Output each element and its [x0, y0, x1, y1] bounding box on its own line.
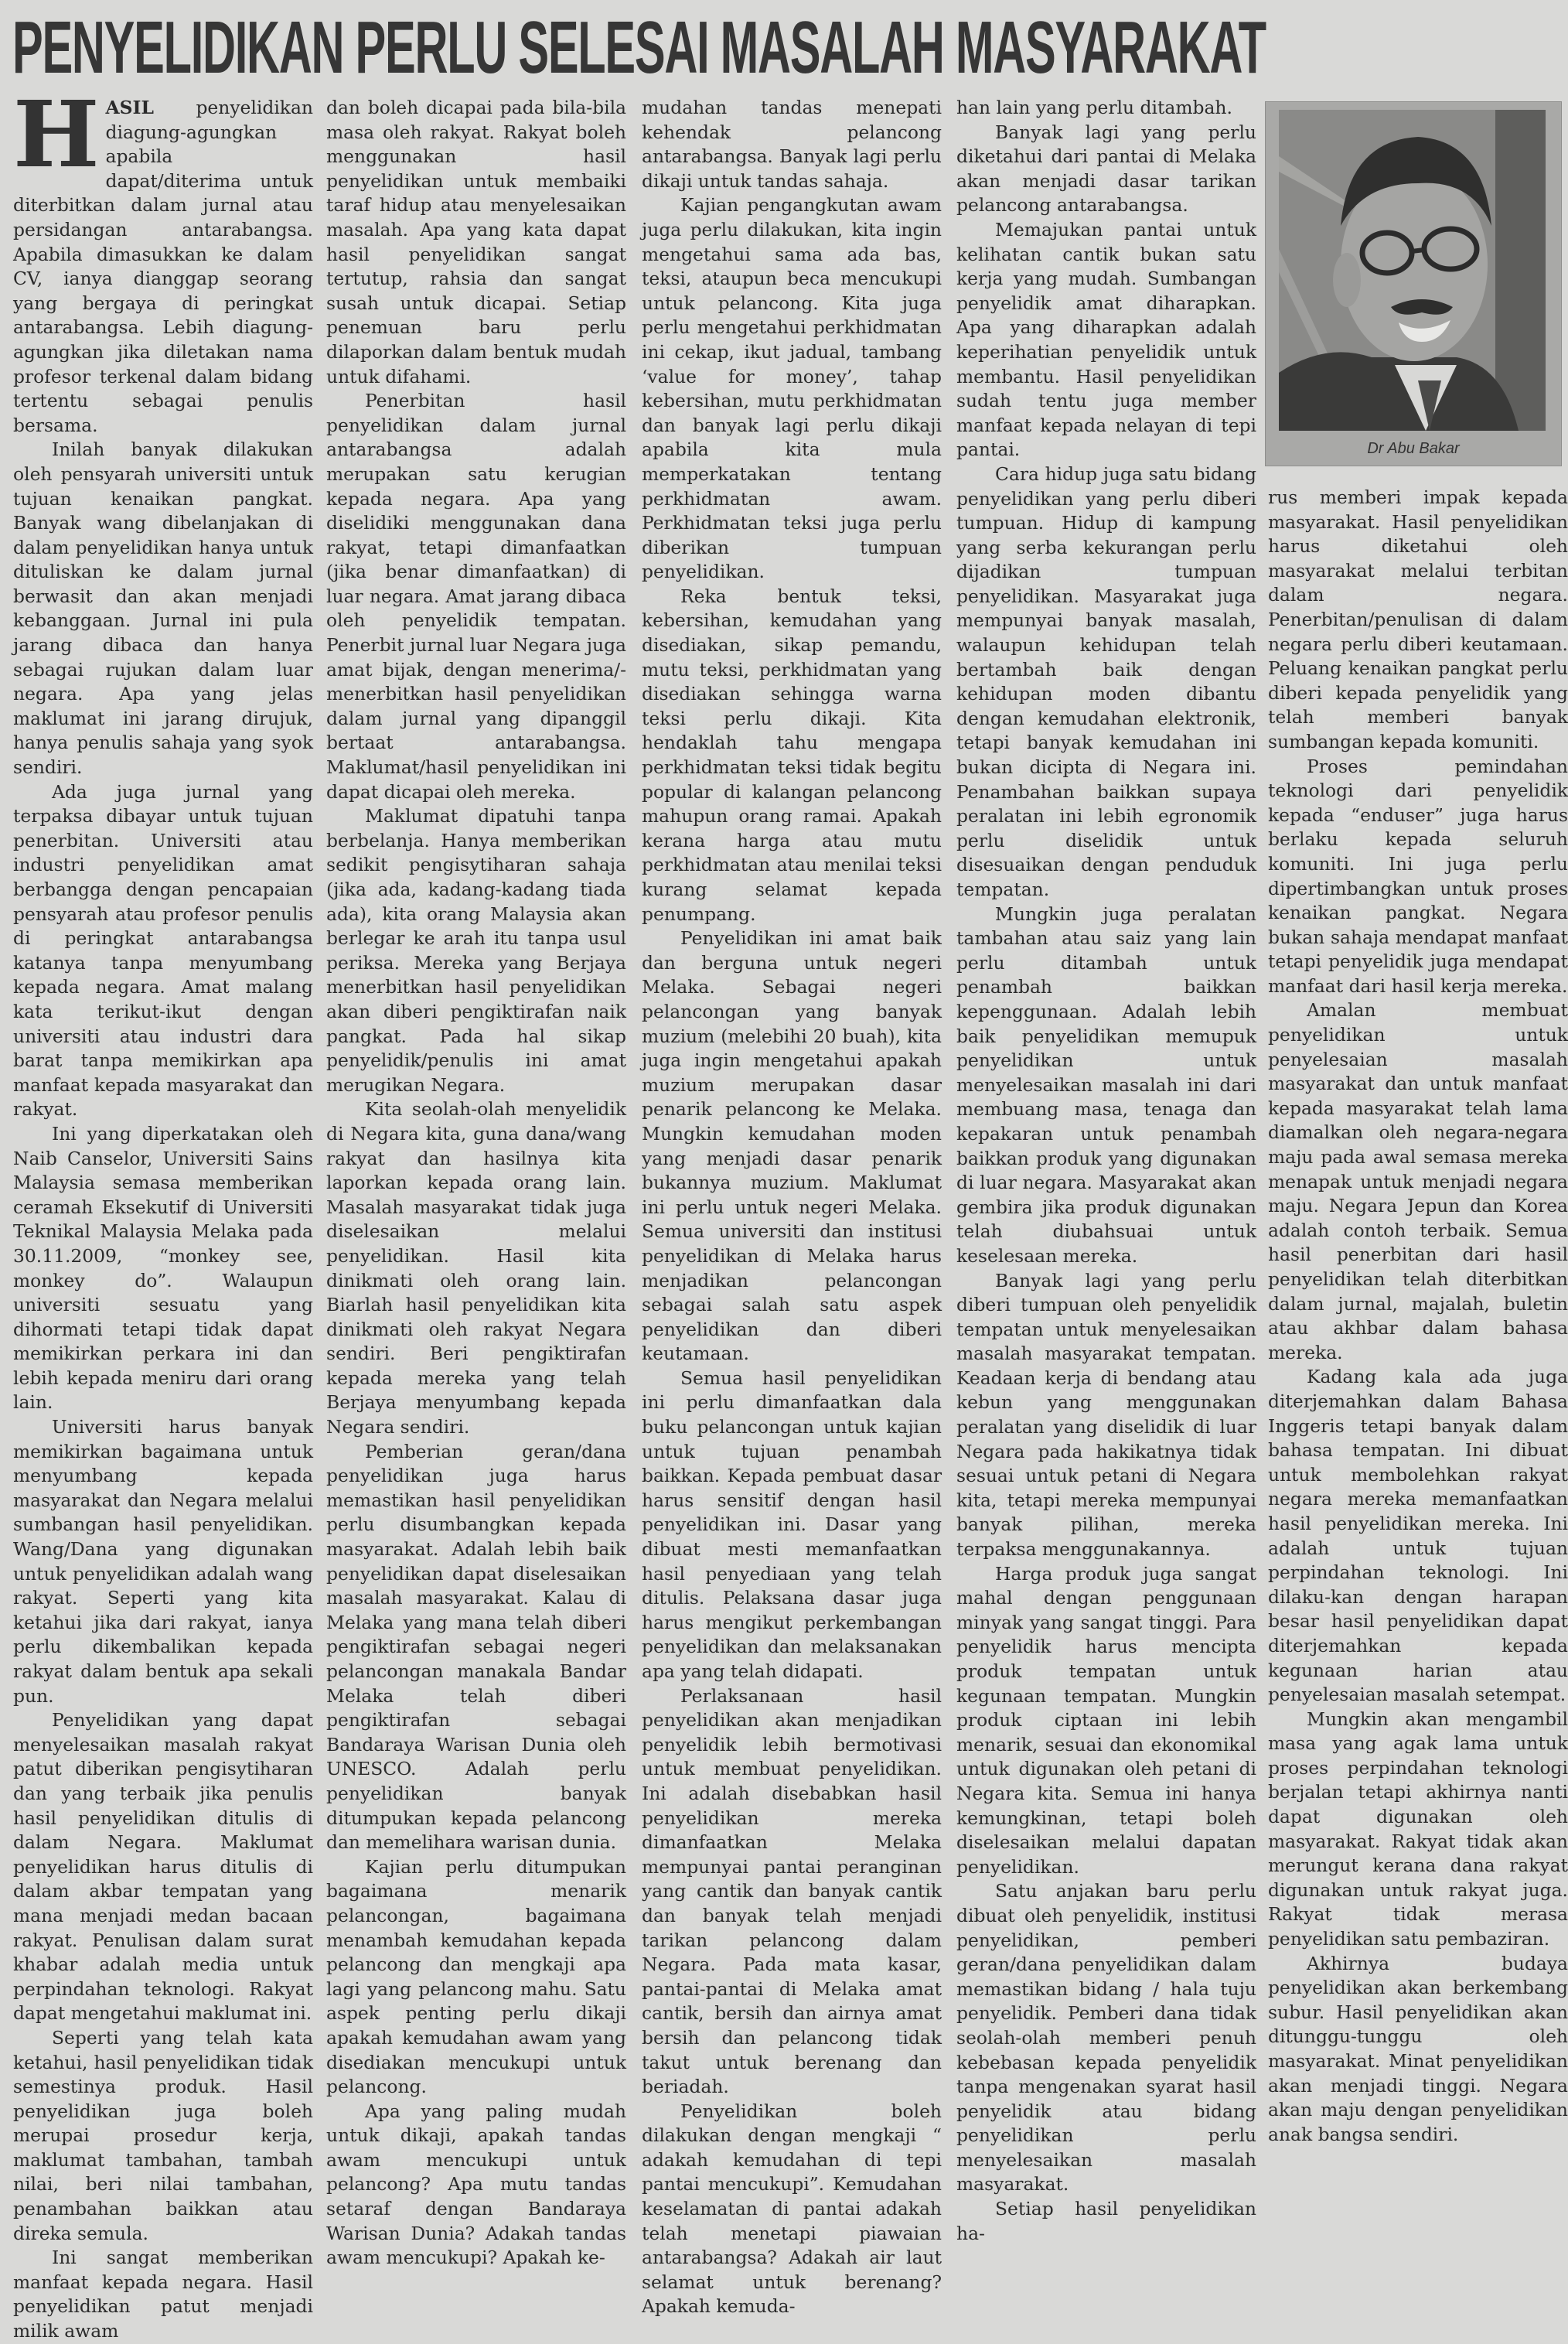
paragraph: Kita seolah-olah menyelidik di Negara kita, guna dana/wang rakyat dan hasilnya kita laporkan kepada orang lain. Masalah masyarakat tidak juga diselesaikan melalui penyelidikan. Hasil kita dinikmati oleh orang lain. Biarlah hasil penyelidikan kita dinikmati oleh rakyat Negara sendiri. Beri pengiktirafan kepada mereka yang telah Berjaya menyumbang kepada Negara sendiri.: [326, 1098, 626, 1438]
paragraph: Universiti harus banyak memikirkan bagaimana untuk menyumbang kepada masyarakat dan Negara melalui sumbangan hasil penyelidikan. Wang/Dana yang digunakan untuk penyelidikan adalah wang rakyat. Seperti yang kita ketahui jika dari rakyat, ianya perlu dikembalikan kepada rakyat dalam bentuk apa sekali pun.: [13, 1416, 313, 1707]
paragraph: Banyak lagi yang perlu diketahui dari pantai di Melaka akan menjadi dasar tarikan pelancong antarabangsa.: [956, 121, 1256, 217]
paragraph: Inilah banyak dilakukan oleh pensyarah universiti untuk tujuan kenaikan pangkat. Banyak wang dibelanjakan di dalam penyelidikan hanya untuk dituliskan ke dalam jurnal berwasit dan akan menjadi kebanggaan. Jurnal ini pula jarang dibaca dan hanya sebagai rujukan dalam luar negara. Apa yang jelas maklumat ini jarang dirujuk, hanya penulis sahaja yang syok sendiri.: [13, 438, 313, 779]
paragraph: Kajian perlu ditumpukan bagaimana menarik pelancongan, bagaimana menambah kemudahan kepada pelancong dan mengkaji apa lagi yang pelancong mahu. Satu aspek penting perlu dikaji apakah kemudahan awam yang disediakan mencukupi untuk pelancong.: [326, 1855, 626, 2098]
paragraph: mudahan tandas menepati kehendak pelancong antarabangsa. Banyak lagi perlu dikaji untuk tandas sahaja.: [642, 97, 942, 192]
paragraph: Kajian pengangkutan awam juga perlu dilakukan, kita ingin mengetahui sama ada bas, teksi, ataupun beca mencukupi untuk pelancong. Kita juga perlu mengetahui perkhidmatan ini cekap, ikut jadual, tambang ‘value for money’, tahap kebersihan, mutu perkhidmatan dan banyak lagi perlu dikaji apabila kita mula memperkatakan tentang perkhidmatan awam. Perkhidmatan teksi juga perlu diberikan tumpuan penyelidikan.: [642, 194, 942, 583]
paragraph: rus memberi impak kepada masyarakat. Hasil penyelidikan harus diketahui oleh masyarakat melalui terbitan dalam negara. Penerbitan/penulisan di dalam negara perlu diberi keutamaan. Peluang kenaikan pangkat perlu diberi kepada penyelidik yang telah memberi banyak sumbangan kepada komuniti.: [1268, 486, 1568, 752]
article-column-3: [642, 96, 942, 2319]
person-portrait-icon: [1279, 110, 1546, 431]
portrait-photo: [1279, 110, 1546, 431]
paragraph: Ada juga jurnal yang terpaksa dibayar untuk tujuan penerbitan. Universiti atau industri penyelidikan amat berbangga dengan pencapaian pensyarah atau profesor penulis di peringkat antarabangsa katanya tanpa menyumbang kepada negara. Amat malang kata terikut-ikut dengan universiti atau industri dara barat tanpa memikirkan apa manfaat kepada masyarakat dan rakyat.: [13, 780, 313, 1121]
paragraph: Amalan membuat penyelidikan untuk penyelesaian masalah masyarakat dan untuk manfaat kepada masyarakat telah lama diamalkan oleh negara-negara maju pada awal semasa mereka menapak untuk menjadi negara maju. Negara Jepun dan Korea adalah contoh terbaik. Semua hasil penerbitan dari hasil penyelidikan telah diterbitkan dalam jurnal, majalah, buletin atau akhbar dalam bahasa mereka.: [1268, 999, 1568, 1363]
article-headline: PENYELIDIKAN PERLU SELESAI MASALAH MASYARAKAT: [12, 6, 1266, 89]
paragraph: Apa yang paling mudah untuk dikaji, apakah tandas awam mencukupi untuk pelancong? Apa mutu tandas setaraf dengan Bandaraya Warisan Dunia? Adakah tandas awam mencukupi? Apakah ke-: [326, 2100, 626, 2269]
paragraph: Satu anjakan baru perlu dibuat oleh penyelidik, institusi penyelidikan, pemberi geran/dana penyelidikan dalam memastikan bidang / hala tuju penyelidik. Pemberi dana tidak seolah-olah memberi penuh kebebasan kepada penyelidik tanpa mengenakan syarat hasil penyelidik atau bidang penyelidikan perlu menyelesaikan masalah masyarakat.: [956, 1880, 1256, 2196]
article-column-4: [956, 96, 1256, 2246]
article-column-2: [326, 96, 626, 2271]
paragraph: Akhirnya budaya penyelidikan akan berkembang subur. Hasil penyelidikan akan ditunggu-tunggu oleh masyarakat. Minat penyelidikan akan menjadi tinggi. Negara akan maju dengan penyelidikan anak bangsa sendiri.: [1268, 1952, 1568, 2145]
paragraph: han lain yang perlu ditambah.: [956, 97, 1232, 118]
paragraph: Seperti yang telah kata ketahui, hasil penyelidikan tidak semestinya produk. Hasil penyelidikan juga boleh merupai prosedur kerja, maklumat tambahan, tambah nilai, beri nilai tambahan, penambahan baikkan atau direka semula.: [13, 2026, 313, 2244]
photo-caption: Dr Abu Bakar: [1367, 440, 1460, 457]
lead-paragraph: [13, 80, 313, 438]
paragraph: Maklumat dipatuhi tanpa berbelanja. Hanya memberikan sedikit pengisytiharan sahaja (jika ada, kadang-kadang tiada ada), kita orang Malaysia akan berlegar ke arah itu tanpa usul periksa. Mereka yang Berjaya menerbitkan hasil penyelidikan akan diberi pengiktirafan naik pangkat. Pada hal sikap penyelidik/penulis ini amat merugikan Negara.: [326, 805, 626, 1096]
paragraph: Perlaksanaan hasil penyelidikan akan menjadikan penyelidik lebih bermotivasi untuk membuat penyelidikan. Ini adalah disebabkan hasil penyelidikan mereka dimanfaatkan Melaka mempunyai pantai peranginan yang cantik dan banyak cantik dan banyak telah menjadi tarikan pelancong dalam Negara. Pada mata kasar, pantai-pantai di Melaka amat cantik, bersih dan airnya amat bersih dan pelancong tidak takut untuk berenang dan beriadah.: [642, 1684, 942, 2098]
paragraph: Ini sangat memberikan manfaat kepada negara. Hasil penyelidikan patut menjadi milik awam: [13, 2247, 313, 2342]
paragraph: Mungkin akan mengambil masa yang agak lama untuk proses perpindahan teknologi berjalan tetapi akhirnya nanti dapat digunakan oleh masyarakat. Rakyat tidak akan merungut kerana dana rakyat digunakan untuk rakyat juga. Rakyat tidak merasa penyelidikan satu pembaziran.: [1268, 1708, 1568, 1950]
paragraph: Kadang kala ada juga diterjemahkan dalam Bahasa Inggeris tetapi banyak dalam bahasa tempatan. Ini dibuat untuk membolehkan rakyat negara mereka memanfaatkan hasil penyelidikan mereka. Ini adalah untuk tujuan perpindahan teknologi. Ini dilaku-kan dengan harapan besar hasil penyelidikan dapat diterjemahkan kepada kegunaan harian atau penyelesaian masalah setempat.: [1268, 1366, 1568, 1706]
paragraph: Proses pemindahan teknologi dari penyelidik kepada “enduser” juga harus berlaku kepada seluruh komuniti. Ini juga perlu dipertimbangkan untuk proses kenaikan pangkat. Negara bukan sahaja mendapat manfaat tetapi penyelidik juga mendapat manfaat dari hasil kerja mereka.: [1268, 755, 1568, 997]
paragraph: dan boleh dicapai pada bila-bila masa oleh rakyat. Rakyat boleh menggunakan hasil penyelidikan untuk membaiki taraf hidup atau menyelesaikan masalah. Apa yang kata dapat hasil penyelidikan sangat tertutup, rahsia dan sangat susah untuk dicapai. Setiap penemuan baru perlu dilaporkan dalam bentuk mudah untuk difahami.: [326, 97, 626, 387]
paragraph: Setiap hasil penyelidikan ha-: [956, 2198, 1256, 2244]
paragraph: Memajukan pantai untuk kelihatan cantik bukan satu kerja yang mudah. Sumbangan penyelidik amat diharapkan. Apa yang diharapkan adalah keperihatian penyelidik untuk membantu. Hasil penyelidikan sudah tentu juga member manfaat kepada nelayan di tepi pantai.: [956, 218, 1256, 461]
drop-cap: H: [13, 80, 100, 188]
photo-figure: [1265, 101, 1562, 466]
lead-text: penyelidikan diagung-agungkan apabila dapat/diterima untuk diterbitkan dalam jurnal atau persidangan antarabangsa. Apabila dimasukkan ke dalam CV, ianya dianggap seorang yang bergaya di peringkat antarabangsa. Lebih diagung-agungkan jika diletakan nama profesor terkenal dalam bidang tertentu sebagai penulis bersama.: [13, 97, 313, 436]
article-column-5: [1268, 486, 1568, 2147]
paragraph: Cara hidup juga satu bidang penyelidikan yang perlu diberi tumpuan. Hidup di kampung yang serba kekurangan perlu dijadikan tumpuan penyelidikan. Masyarakat juga mempunyai banyak masalah, walaupun kehidupan telah bertambah baik dengan kehidupan moden dibantu dengan kemudahan elektronik, tetapi banyak kemudahan ini bukan dicipta di Negara ini. Penambahan baikkan supaya peralatan ini lebih egronomik perlu diselidik untuk disesuaikan dengan penduduk tempatan.: [956, 462, 1256, 900]
paragraph: Penyelidikan yang dapat menyelesaikan masalah rakyat patut diberikan pengisytiharan dan yang terbaik jika penulis hasil penyelidikan ditulis di dalam Negara. Maklumat penyelidikan harus ditulis di dalam akbar tempatan yang mana menjadi medan bacaan rakyat. Penulisan dalam surat khabar adalah media untuk perpindahan teknologi. Rakyat dapat mengetahui maklumat ini.: [13, 1709, 313, 2025]
paragraph: Harga produk juga sangat mahal dengan penggunaan minyak yang sangat tinggi. Para penyelidik harus mencipta produk tempatan untuk kegunaan tempatan. Mungkin produk ciptaan ini lebih menarik, sesuai dan ekonomikal untuk digunakan oleh petani di Negara kita. Semua ini hanya kemungkinan, tetapi boleh diselesaikan melalui dapatan penyelidikan.: [956, 1562, 1256, 1878]
paragraph: Penyelidikan boleh dilakukan dengan mengkaji “ adakah kemudahan di tepi pantai mencukupi”. Kemudahan keselamatan di pantai adakah telah menetapi piawaian antarabangsa? Adakah air laut selamat untuk berenang? Apakah kemuda-: [642, 2100, 942, 2318]
paragraph: Penyelidikan ini amat baik dan berguna untuk negeri Melaka. Sebagai negeri pelancongan yang banyak muzium (melebihi 20 buah), kita juga ingin mengetahui apakah muzium merupakan dasar penarik pelancong ke Melaka. Mungkin kemudahan moden yang menjadi dasar penarik bukannya muzium. Maklumat ini perlu untuk negeri Melaka. Semua universiti dan institusi penyelidikan di Melaka harus menjadikan pelancongan sebagai salah satu aspek penyelidikan dan diberi keutamaan.: [642, 927, 942, 1365]
drop-cap-rest: ASIL: [105, 97, 154, 118]
article-column-1: [13, 80, 313, 2344]
paragraph: Mungkin juga peralatan tambahan atau saiz yang lain perlu ditambah untuk penambah baikkan kepenggunaan. Adalah lebih baik penyelidikan memupuk penyelidikan untuk menyelesaikan masalah ini dari membuang masa, tenaga dan kepakaran untuk penambah baikkan produk yang digunakan di luar negara. Masyarakat akan gembira jika produk digunakan telah diubahsuai untuk keselesaan mereka.: [956, 902, 1256, 1267]
paragraph: Semua hasil penyelidikan ini perlu dimanfaatkan dala buku pelancongan untuk kajian untuk tujuan penambah baikkan. Kepada pembuat dasar harus sensitif dengan hasil penyelidikan ini. Dasar yang dibuat mesti memanfaatkan hasil penyediaan yang telah ditulis. Pelaksana dasar juga harus mengikut perkembangan penyelidikan dan melaksanakan apa yang telah didapati.: [642, 1366, 942, 1682]
paragraph: Reka bentuk teksi, kebersihan, kemudahan yang disediakan, sikap pemandu, mutu teksi, perkhidmatan yang disediakan sehingga warna teksi perlu dikaji. Kita hendaklah tahu mengapa perkhidmatan teksi tidak begitu popular di kalangan pelancong mahupun orang ramai. Apakah kerana harga atau mutu perkhidmatan atau menilai teksi kurang selamat kepada penumpang.: [642, 585, 942, 925]
paragraph: Ini yang diperkatakan oleh Naib Canselor, Universiti Sains Malaysia semasa memberikan ceramah Eksekutif di Universiti Teknikal Malaysia Melaka pada 30.11.2009, “monkey see, monkey do”. Walaupun universiti sesuatu yang dihormati tetapi tidak dapat memikirkan perkara ini dan lebih kepada meniru dari orang lain.: [13, 1122, 313, 1414]
paragraph: Banyak lagi yang perlu diberi tumpuan oleh penyelidik tempatan untuk menyelesaikan masalah masyarakat tempatan. Keadaan kerja di bendang atau kebun yang menggunakan peralatan yang diselidik di luar Negara pada hakikatnya tidak sesuai untuk petani di Negara kita, tetapi mereka mempunyai banyak pilihan, mereka terpaksa menggunakannya.: [956, 1269, 1256, 1561]
paragraph: Pemberian geran/dana penyelidikan juga harus memastikan hasil penyelidikan perlu disumbangkan kepada masyarakat. Adalah lebih baik penyelidikan dapat diselesaikan masalah masyarakat. Kalau di Melaka yang mana telah diberi pengiktirafan sebagai negeri pelancongan manakala Bandar Melaka telah diberi pengiktirafan sebagai Bandaraya Warisan Dunia oleh UNESCO. Adalah perlu penyelidikan banyak ditumpukan kepada pelancong dan memelihara warisan dunia.: [326, 1440, 626, 1854]
paragraph: Penerbitan hasil penyelidikan dalam jurnal antarabangsa adalah merupakan satu kerugian kepada negara. Apa yang diselidiki menggunakan dana rakyat, tetapi dimanfaatkan (jika benar dimanfaatkan) di luar negara. Amat jarang dibaca oleh penyelidik tempatan. Penerbit jurnal luar Negara juga amat bijak, dengan menerima/-menerbitkan hasil penyelidikan dalam jurnal yang dipanggil bertaat antarabangsa. Maklumat/hasil penyelidikan ini dapat dicapai oleh mereka.: [326, 390, 626, 803]
